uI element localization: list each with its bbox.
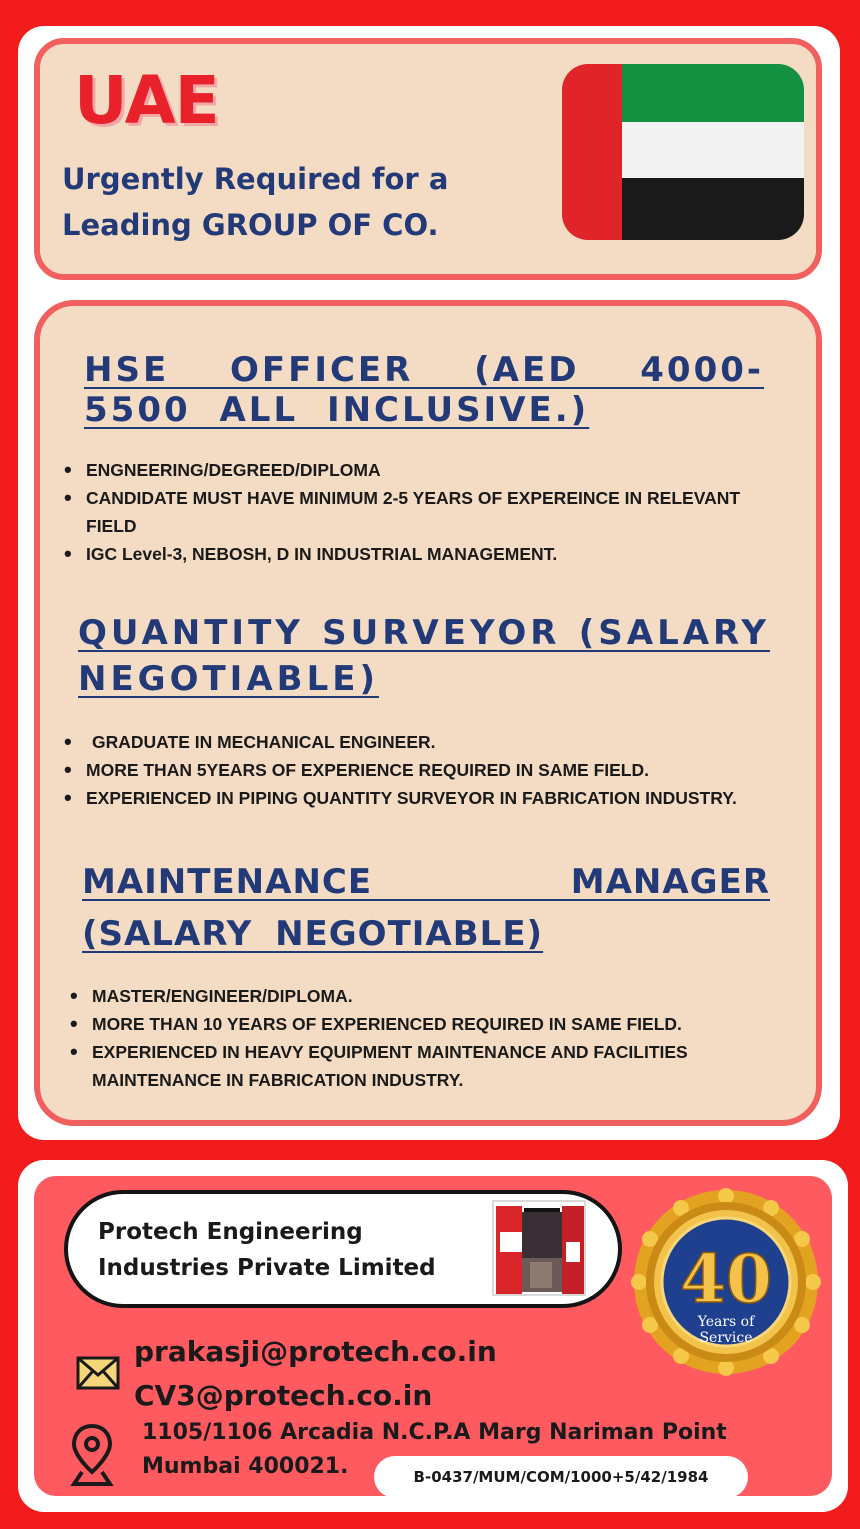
jobs-panel [34,300,822,1126]
contact-card [18,1160,848,1512]
job-title-maintenance-manager: MAINTENANCE MANAGER (SALARY NEGOTIABLE) [82,862,770,954]
job-title-quantity-surveyor: QUANTITY SURVEYOR (SALARY NEGOTIABLE) [78,613,770,699]
job-requirements-maintenance-manager [66,982,806,1094]
email-secondary[interactable]: CV3@protech.co.in [134,1379,433,1412]
location-pin-icon [70,1422,114,1488]
registration-number: B-0437/MUM/COM/1000+5/42/1984 [374,1456,748,1498]
subtitle-line-1: Urgently Required for a [62,162,449,196]
country-heading: UAE [74,62,219,139]
job-requirements-hse-officer [60,456,780,568]
requirement-item: • EXPERIENCED IN HEAVY EQUIPMENT MAINTENANCE AND FACILITIES MAINTENANCE IN FABRICATION INDUSTRY. [66,1038,806,1094]
flag-red-band [562,64,622,240]
requirement-item: • IGC Level-3, NEBOSH, D IN INDUSTRIAL MANAGEMENT. [60,540,780,568]
requirement-item [60,728,780,756]
job-title-hse-officer: HSE OFFICER (AED 4000-5500 ALL INCLUSIVE.) [84,350,764,430]
company-name [98,1214,478,1286]
job-ad-card [18,26,840,1140]
flag-white-stripe [622,122,804,178]
company-name-line-1: Protech Engineering [98,1219,363,1245]
contact-panel [34,1176,832,1496]
mail-icon [76,1356,120,1390]
company-logo [492,1200,586,1296]
requirement-item: • MORE THAN 5YEARS OF EXPERIENCE REQUIRED IN SAME FIELD. [60,756,780,784]
requirement-item: • MORE THAN 10 YEARS OF EXPERIENCED REQUIRED IN SAME FIELD. [66,1010,806,1038]
badge-line-2: Service [699,1330,753,1346]
email-primary[interactable]: prakasji@protech.co.in [134,1335,497,1368]
company-name-line-2: Industries Private Limited [98,1255,436,1281]
badge-line-1: Years of [697,1314,755,1330]
subtitle-line-2: Leading GROUP OF CO. [62,208,439,242]
flag-green-stripe [622,64,804,122]
requirement-item: • MASTER/ENGINEER/DIPLOMA. [66,982,806,1010]
requirement-item: • ENGNEERING/DEGREED/DIPLOMA [60,456,780,484]
flag-black-stripe [622,178,804,240]
job-requirements-quantity-surveyor [60,728,780,812]
address-line-1: 1105/1106 Arcadia N.C.P.A Marg Nariman Point [142,1420,727,1445]
uae-flag-image [562,64,804,240]
requirement-text: GRADUATE IN MECHANICAL ENGINEER. [92,732,436,752]
requirement-item: • EXPERIENCED IN PIPING QUANTITY SURVEYOR IN FABRICATION INDUSTRY. [60,784,780,812]
badge-number: 40 [680,1240,772,1318]
company-name-pill [64,1190,622,1308]
address-line-2: Mumbai 400021. [142,1454,349,1479]
ad-subtitle [62,156,542,248]
requirement-item: • CANDIDATE MUST HAVE MINIMUM 2-5 YEARS OF EXPEREINCE IN RELEVANT FIELD [60,484,780,540]
header-panel [34,38,822,280]
40-years-service-badge [630,1186,822,1378]
